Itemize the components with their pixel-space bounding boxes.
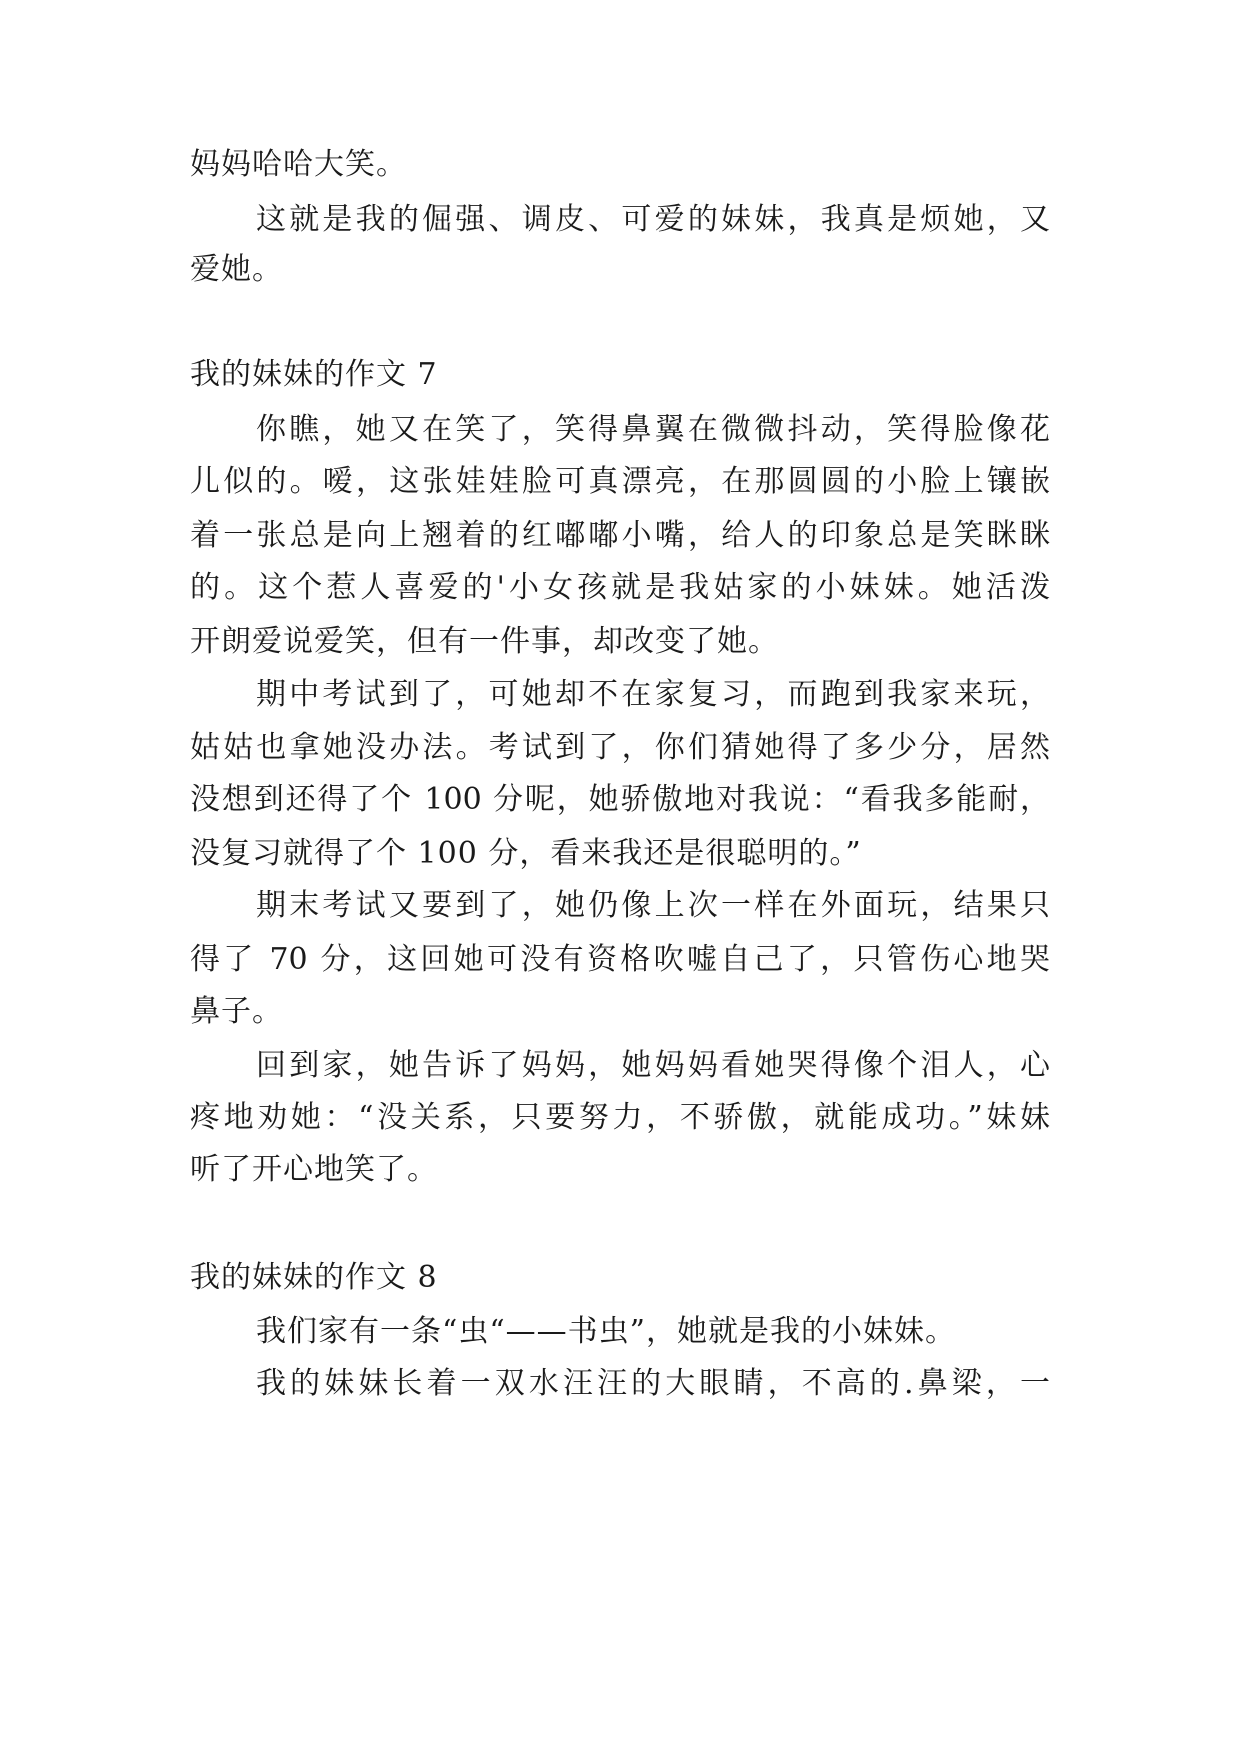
paragraph-line: 回到家，她告诉了妈妈，她妈妈看她哭得像个泪人，心: [256, 1048, 1050, 1083]
paragraph-line: 没想到还得了个 100 分呢，她骄傲地对我说：“看我多能耐，: [190, 782, 1050, 817]
paragraph-line: 我们家有一条“虫“——书虫”，她就是我的小妹妹。: [256, 1314, 957, 1349]
paragraph-line: 爱她。: [190, 252, 283, 287]
paragraph-line: 听了开心地笑了。: [190, 1152, 438, 1187]
paragraph-line: 着一张总是向上翘着的红嘟嘟小嘴，给人的印象总是笑眯眯: [190, 518, 1050, 553]
paragraph-line: 期中考试到了，可她却不在家复习，而跑到我家来玩，: [256, 677, 1050, 712]
paragraph-line: 我的妹妹长着一双水汪汪的大眼睛，不高的.鼻梁，一: [256, 1366, 1050, 1401]
paragraph-line: 期末考试又要到了，她仍像上次一样在外面玩，结果只: [256, 888, 1050, 923]
paragraph-line: 疼地劝她：“没关系，只要努力，不骄傲，就能成功。”妹妹: [190, 1100, 1050, 1135]
paragraph-line: 你瞧，她又在笑了，笑得鼻翼在微微抖动，笑得脸像花: [256, 412, 1050, 447]
section-heading: 我的妹妹的作文 7: [190, 357, 438, 392]
section-heading: 我的妹妹的作文 8: [190, 1260, 438, 1295]
paragraph-line: 开朗爱说爱笑，但有一件事，却改变了她。: [190, 624, 779, 659]
paragraph-line: 没复习就得了个 100 分，看来我还是很聪明的。”: [190, 836, 862, 871]
paragraph-line: 儿似的。嗳，这张娃娃脸可真漂亮，在那圆圆的小脸上镶嵌: [190, 464, 1050, 499]
paragraph-line: 鼻子。: [190, 994, 283, 1029]
paragraph-line: 得了 70 分，这回她可没有资格吹嘘自己了，只管伤心地哭: [190, 942, 1050, 977]
paragraph-line: 妈妈哈哈大笑。: [190, 147, 407, 182]
paragraph-line: 姑姑也拿她没办法。考试到了，你们猜她得了多少分，居然: [190, 730, 1050, 765]
paragraph-line: 这就是我的倔强、调皮、可爱的妹妹，我真是烦她，又: [256, 202, 1050, 237]
paragraph-line: 的。这个惹人喜爱的'小女孩就是我姑家的小妹妹。她活泼: [190, 570, 1050, 605]
